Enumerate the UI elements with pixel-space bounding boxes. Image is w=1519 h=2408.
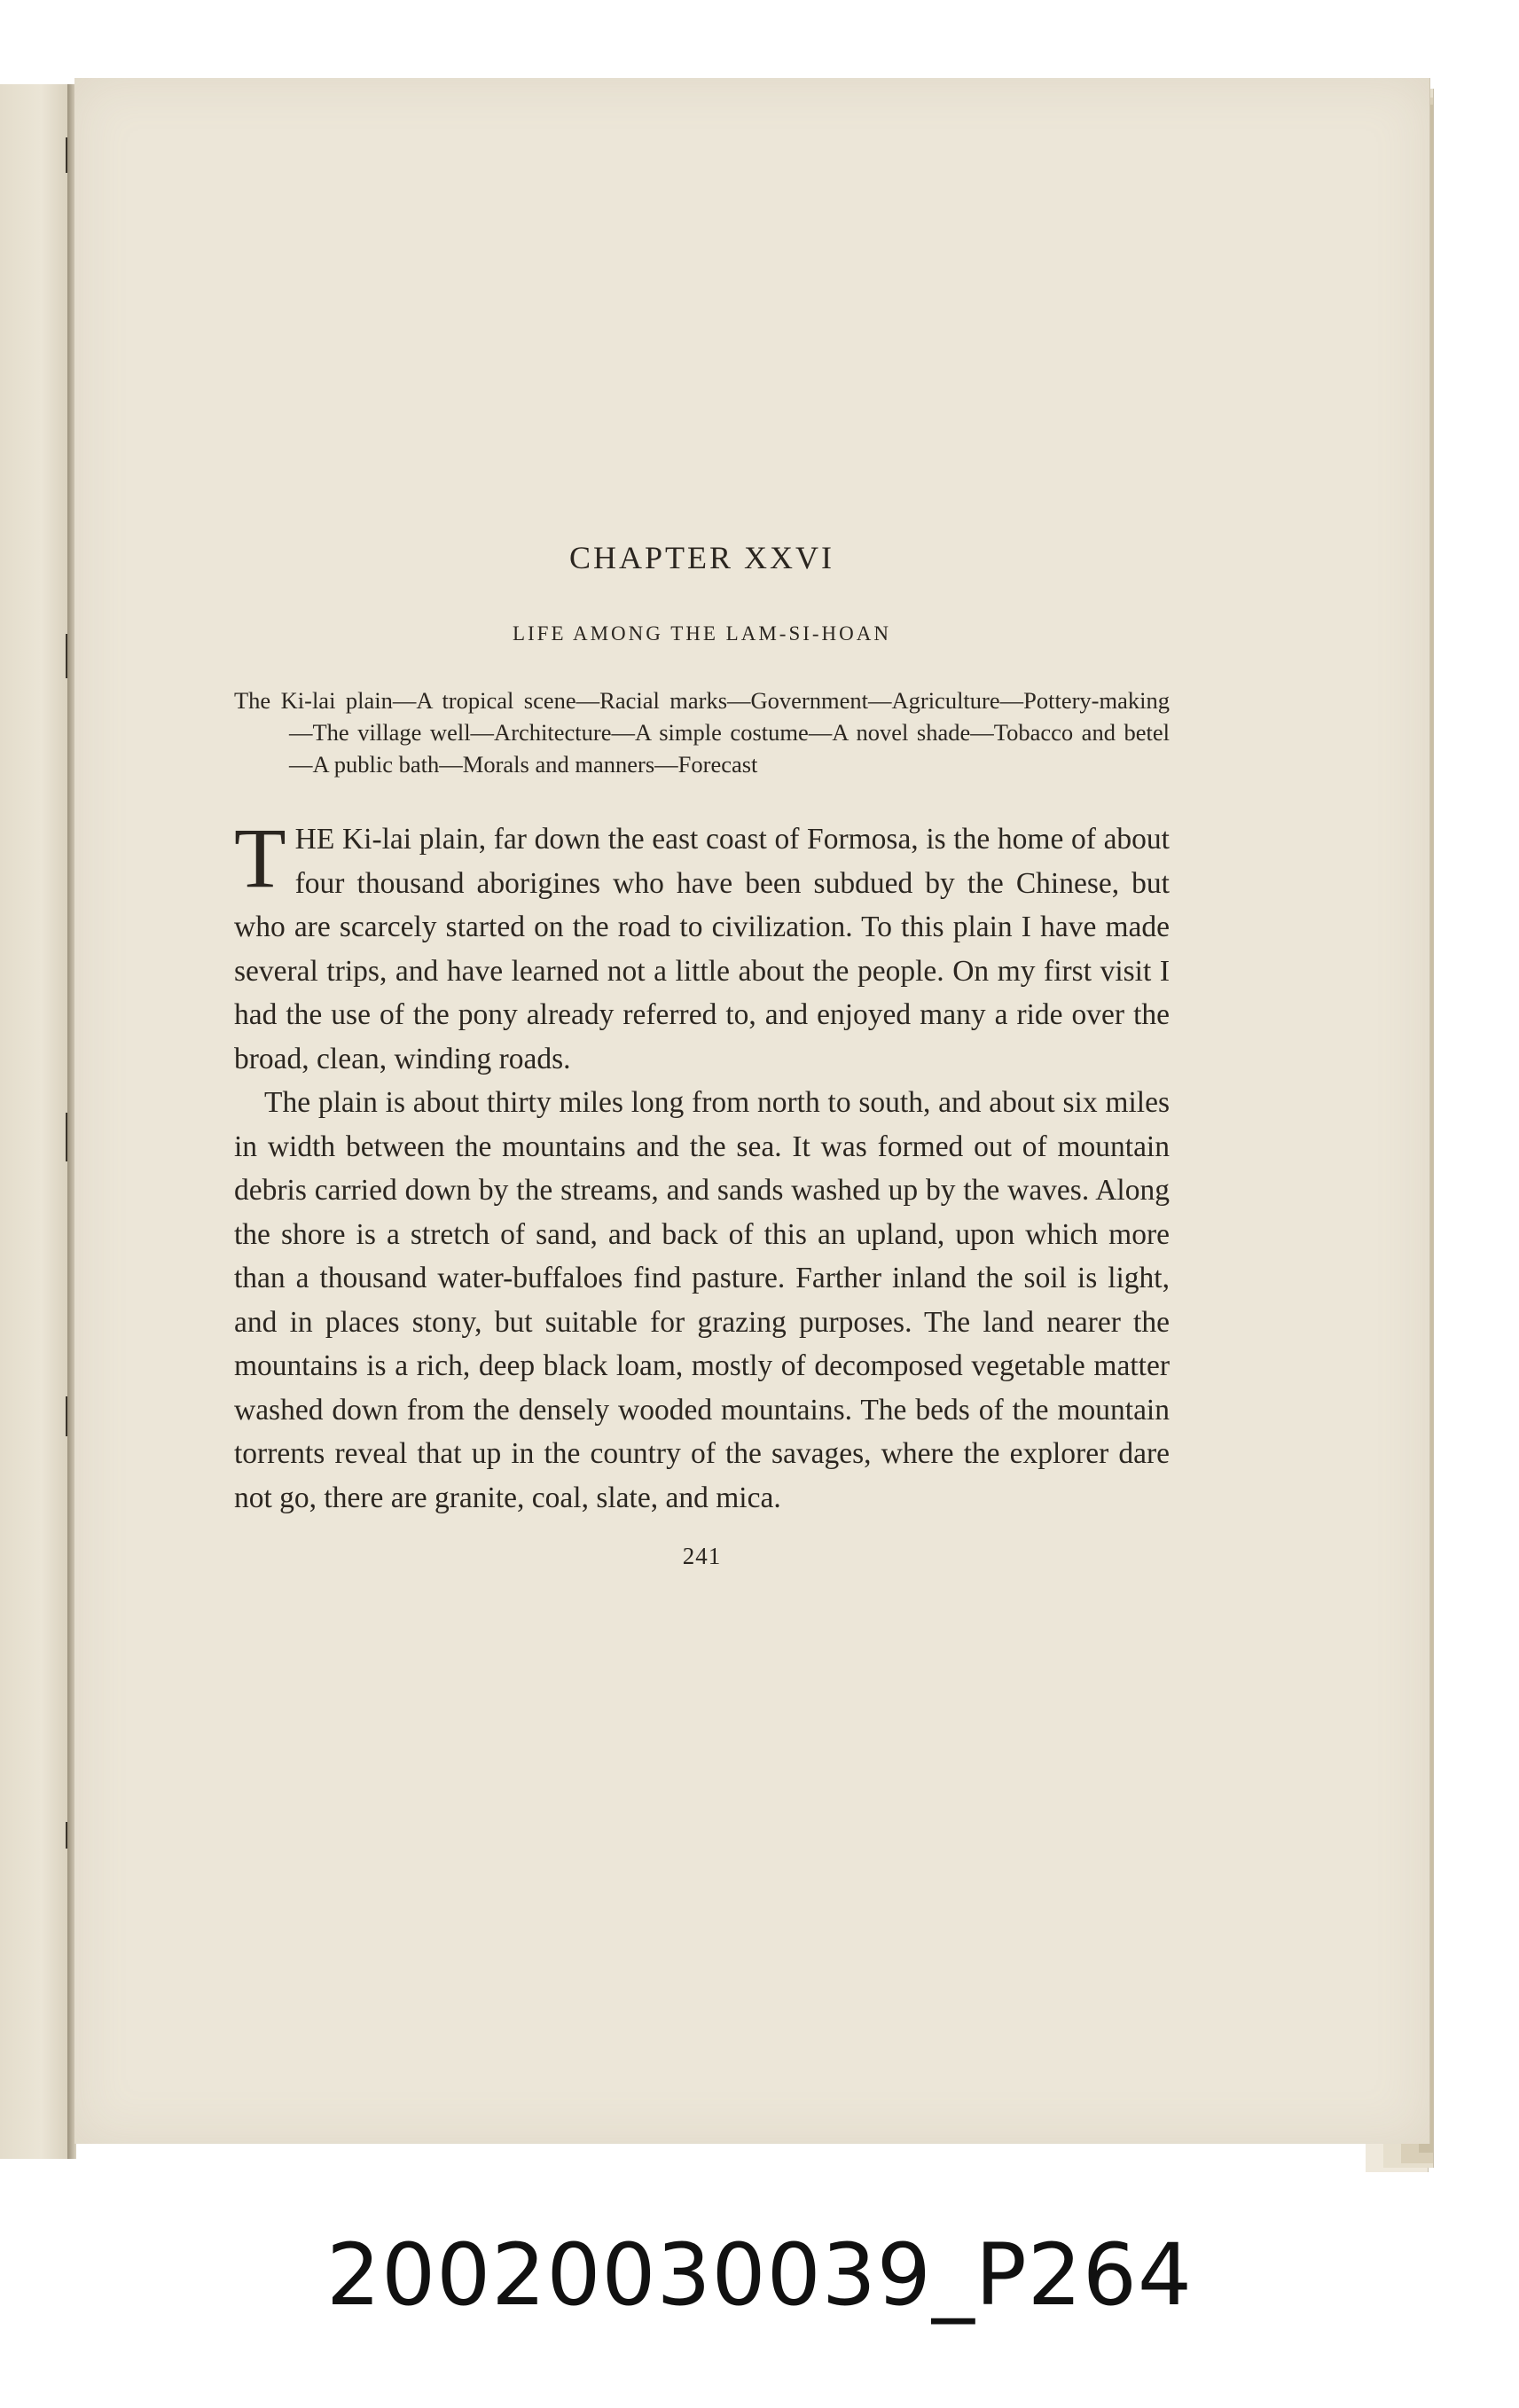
paragraph-1-text: HE Ki-lai plain, far down the east coast of Formosa, is the home of about four thousand aborigines who have been subdued by the Chinese, but who are scarcely started on the road to civilization. To this plain I have made several trips, and have learned not a little about the people. On my first visit I had the use of the pony already referred to, and enjoyed many a ride over the broad, clean, winding roads. (234, 823, 1170, 1075)
left-page-edge (0, 84, 71, 2159)
chapter-title: CHAPTER XXVI (568, 540, 834, 575)
chapter-subtitle: LIFE AMONG THE LAM-SI-HOAN (512, 622, 892, 645)
drop-cap: T (234, 810, 286, 905)
archive-id-label: 20020030039_P264 (326, 2225, 1193, 2325)
body-paragraph-2: The plain is about thirty miles long from north to south, and about six miles in width between the mountains and the sea. It was formed out of mountain debris carried down by the streams, and sands washed up by the waves. Along the shore is a stretch of sand, and back of this an upland, upon which more than a thousand water-buffaloes find pasture. Farther inland the soil is light, and in places stony, but suitable for grazing purposes. The land nearer the mountains is a rich, deep black loam, mostly of decomposed vegetable matter washed down from the densely wooded mountains. The beds of the mountain torrents reveal that up in the country of the savages, where the explorer dare not go, there are granite, coal, slate, and mica. (234, 1086, 1170, 1514)
page-content (234, 539, 1170, 1570)
page-number: 241 (682, 1543, 722, 1569)
chapter-synopsis: The Ki-lai plain—A tropical scene—Racial marks—Government—Agriculture—Pottery-making—The village well—Architecture—A simple costume—A novel shade—Tobacco and betel—A public bath—Morals and manners—Forecast (234, 687, 1170, 778)
body-paragraph-1 (234, 810, 1170, 1081)
book-page (74, 78, 1430, 2144)
